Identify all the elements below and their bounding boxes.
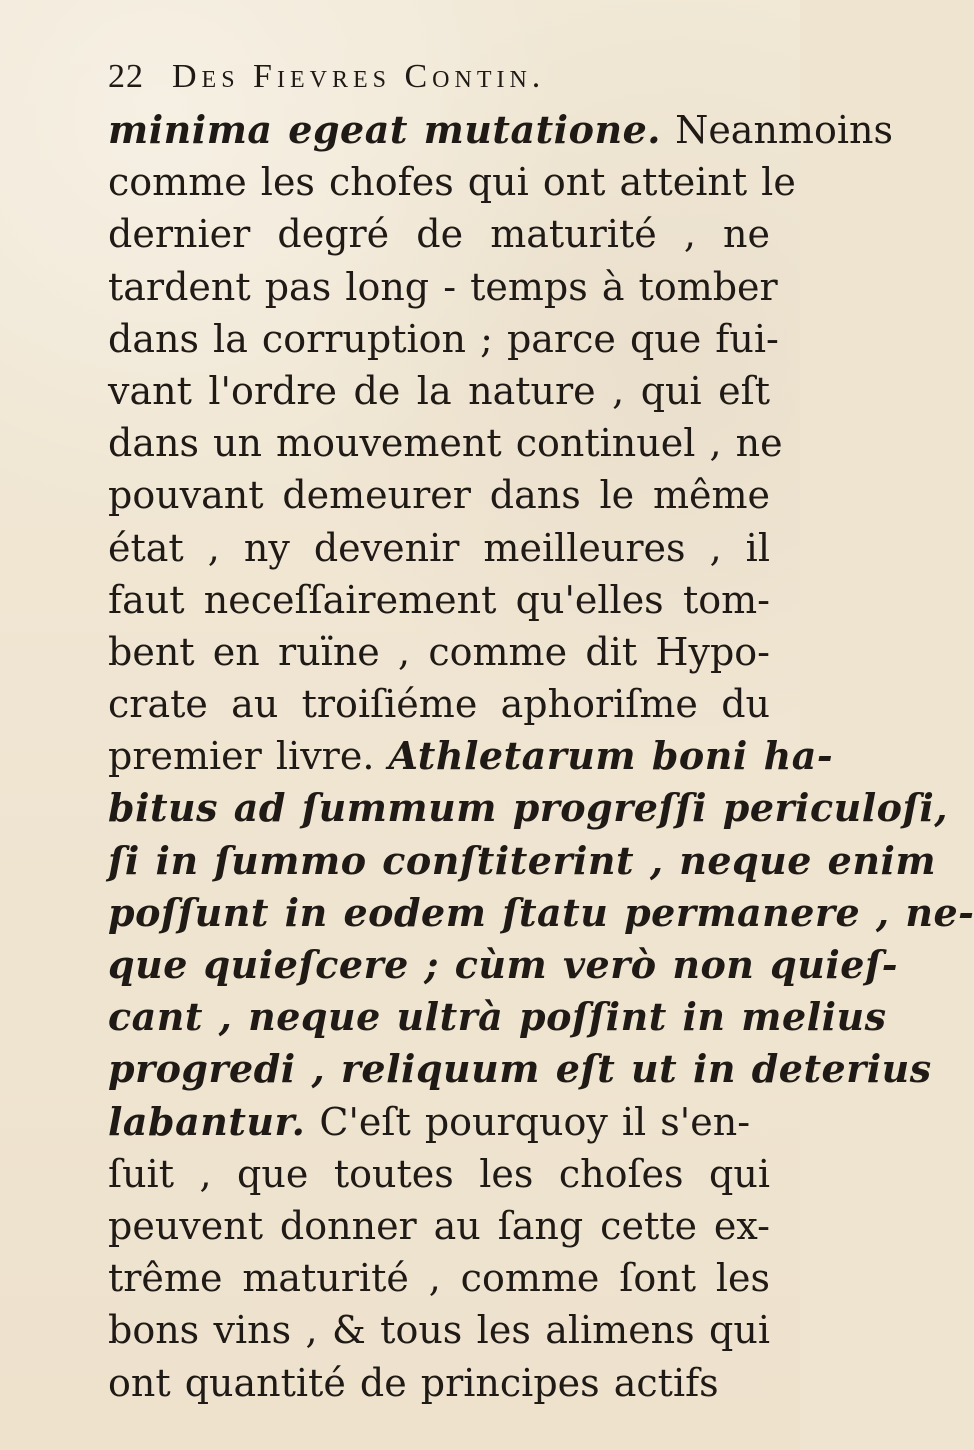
page-number: 22 bbox=[108, 58, 144, 95]
text-line: vant l'ordre de la nature , qui eſt bbox=[108, 368, 770, 413]
text-line: comme les chofes qui ont atteint le bbox=[108, 160, 796, 205]
text-line: dans un mouvement continuel , ne bbox=[108, 421, 783, 466]
text-line: état , ny devenir meilleures , il bbox=[108, 525, 770, 570]
latin-line: progredi , reliquum eſt ut in deterius bbox=[108, 1046, 932, 1092]
text-line: dans la corruption ; parce que fui- bbox=[108, 316, 779, 361]
latin-line: que quieſcere ; cùm verò non quieſ- bbox=[108, 942, 899, 987]
latin-text: labantur. bbox=[108, 1098, 306, 1144]
latin-line: ſi in ſummo conſtiterint , neque enim bbox=[108, 837, 937, 883]
latin-text: minima egeat mutatione. bbox=[108, 107, 661, 152]
text-line: bons vins , & tous les alimens qui bbox=[108, 1308, 770, 1353]
text-line: ont quantité de principes actifs bbox=[108, 1360, 719, 1405]
latin-text: Athletarum boni ha- bbox=[388, 733, 834, 779]
body-text bbox=[108, 104, 974, 1409]
text-line: trême maturité , comme ſont les bbox=[108, 1256, 770, 1301]
text-line bbox=[108, 1096, 770, 1148]
text-line: dernier degré de maturité , ne bbox=[108, 212, 770, 257]
roman-text: premier livre. bbox=[108, 734, 389, 779]
text-line: crate au troiſiéme aphoriſme du bbox=[108, 682, 770, 727]
text-line: pouvant demeurer dans le même bbox=[108, 473, 770, 518]
text-line: tardent pas long - temps à tomber bbox=[108, 264, 778, 309]
text-line bbox=[108, 104, 893, 156]
text-line: peuvent donner au ſang cette ex- bbox=[108, 1203, 770, 1248]
running-head: Des Fievres Contin. bbox=[172, 58, 546, 95]
latin-line: cant , neque ultrà poſſint in melius bbox=[108, 994, 887, 1040]
latin-line: bitus ad ſummum progreſſi periculoſi, bbox=[108, 785, 949, 831]
text-line: ſuit , que toutes les choſes qui bbox=[108, 1151, 770, 1196]
text-line: faut neceſſairement qu'elles tom- bbox=[108, 577, 770, 622]
roman-text: Neanmoins bbox=[660, 108, 893, 152]
text-line: bent en ruïne , comme dit Hypo- bbox=[108, 629, 770, 674]
page-header bbox=[108, 58, 764, 96]
roman-text: C'eſt pourquoy il s'en- bbox=[305, 1099, 751, 1144]
latin-line: poſſunt in eodem ſtatu permanere , ne- bbox=[108, 889, 974, 935]
text-line bbox=[108, 730, 834, 782]
